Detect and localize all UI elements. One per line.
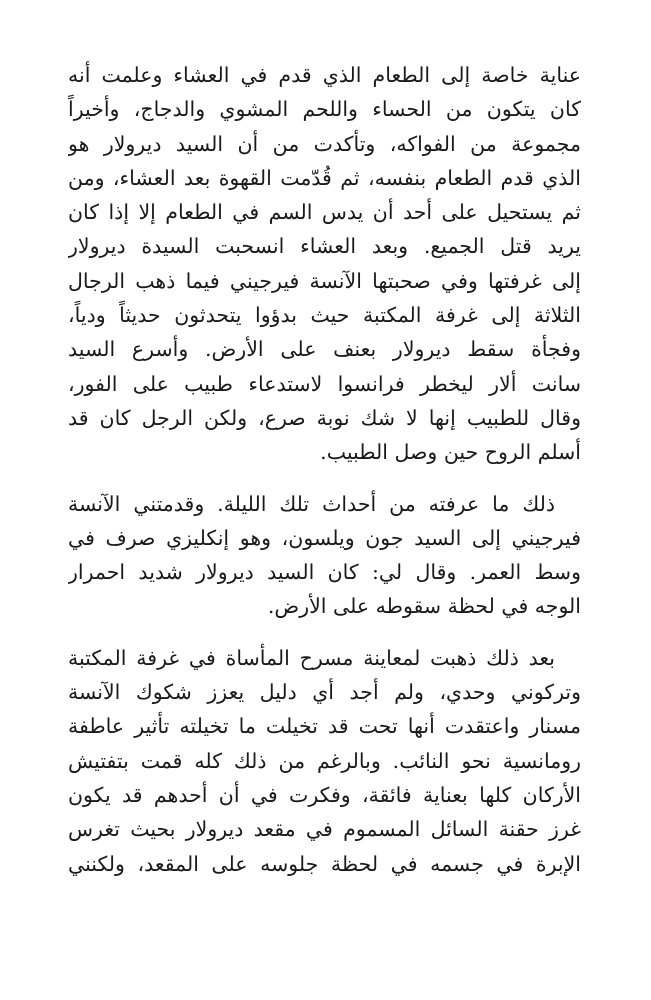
text-line: إلى غرفتها وفي صحبتها الآنسة فيرجيني فيما ذهب الرجال [68,268,581,293]
text-line: وسط العمر. وقال لي: كان السيد ديرولار شديد احمرار [68,560,581,585]
text-line: وتركوني وحدي، ولم أجد أي دليل يعزز شكوك الآنسة [68,680,581,705]
text-line: وفجأة سقط ديرولار بعنف على الأرض. وأسرع السيد [68,337,581,362]
text-line: الذي قدم الطعام بنفسه، ثم قُدّمت القهوة بعد العشاء، ومن [68,165,581,190]
paragraph [68,58,581,470]
page-body-text [68,58,581,881]
text-line: مسنار واعتقدت أنها تحت قد تخيلت ما تخيلته تأثير عاطفة [68,714,581,739]
text-line: الوجه في لحظة سقوطه على الأرض. [267,594,581,619]
text-line: يريد قتل الجميع. وبعد العشاء انسحبت السيدة ديرولار [68,234,581,259]
text-line: ثم يستحيل على أحد أن يدس السم في الطعام إلا إذا كان [68,200,581,225]
text-line: الثلاثة إلى غرفة المكتبة حيث بدؤوا يتحدثون حديثاً ودياً، [68,303,581,328]
paragraph [68,641,581,881]
text-line: فيرجيني إلى السيد جون ويلسون، وهو إنكليزي صرف في [68,525,581,550]
text-line: بعد ذلك ذهبت لمعاينة مسرح المأساة في غرفة المكتبة [68,645,555,670]
text-line: غرز حقنة السائل المسموم في مقعد ديرولار بحيث تغرس [68,817,581,842]
paragraph [68,487,581,624]
text-line: عناية خاصة إلى الطعام الذي قدم في العشاء وعلمت أنه [68,63,581,87]
text-line: رومانسية نحو النائب. وبالرغم من ذلك كله قمت بتفتيش [68,748,581,773]
text-line: الأركان كلها بعناية فائقة، وفكرت في أن أحدهم قد يكون [68,782,581,807]
text-line: مجموعة من الفواكه، وتأكدت من أن السيد ديرولار هو [68,131,581,156]
text-line: سانت ألار ليخطر فرانسوا لاستدعاء طبيب على الفور، [68,371,581,396]
text-line: أسلم الروح حين وصل الطبيب. [320,440,581,465]
text-line: ذلك ما عرفته من أحداث تلك الليلة. وقدمتني الآنسة [68,491,555,516]
text-line: كان يتكون من الحساء واللحم المشوي والدجاج، وأخيراً [68,97,581,122]
text-line: الإبرة في جسمه في لحظة جلوسه على المقعد، ولكنني [68,851,581,876]
text-line: وقال للطبيب إنها لا شك نوبة صرع، ولكن الرجل كان قد [68,405,581,430]
